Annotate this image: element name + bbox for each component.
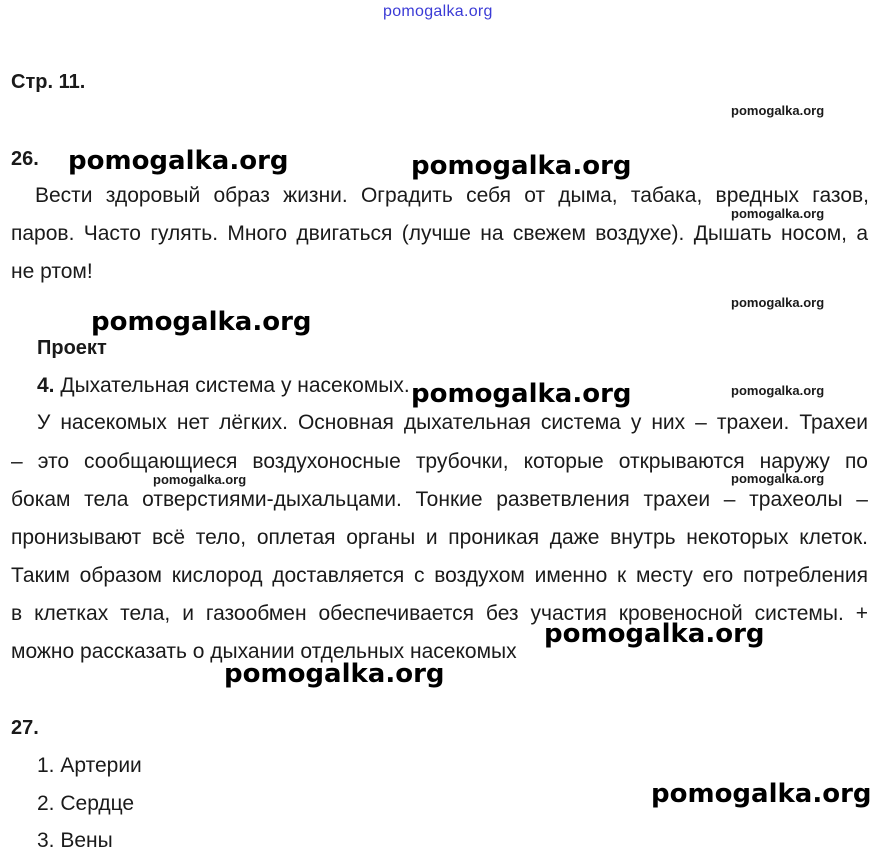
project-line-3: бокам тела отверстиями-дыхальцами. Тонкие разветвления трахеи – трахеолы – bbox=[11, 488, 868, 511]
watermark-small: pomogalka.org bbox=[731, 206, 825, 221]
project-line-1: У насекомых нет лёгких. Основная дыхательная система у них – трахеи. Трахеи bbox=[37, 411, 868, 434]
project-heading: Проект bbox=[37, 337, 107, 359]
watermark-small: pomogalka.org bbox=[731, 295, 825, 310]
page-title: Стр. 11. bbox=[11, 71, 86, 93]
list-item-heart: 2. Сердце bbox=[37, 792, 135, 815]
watermark-small: pomogalka.org bbox=[731, 383, 825, 398]
watermark-big: pomogalka.org bbox=[651, 779, 872, 809]
list-item-veins: 3. Вены bbox=[37, 829, 113, 852]
watermark-big: pomogalka.org bbox=[411, 151, 632, 181]
task26-line-2: паров. Часто гулять. Много двигаться (лучше на свежем воздухе). Дышать носом, а bbox=[11, 222, 868, 245]
project-line-7: можно рассказать о дыхании отдельных насекомых bbox=[11, 640, 517, 663]
project-line-6: в клетках тела, и газообмен обеспечивается без участия кровеносной системы. + bbox=[11, 602, 868, 625]
project-line-4: пронизывают всё тело, оплетая органы и проникая даже внутрь некоторых клеток. bbox=[11, 526, 868, 549]
watermark-big: pomogalka.org bbox=[68, 146, 289, 176]
task26-line-3: не ртом! bbox=[11, 260, 93, 283]
project-item-number: 4. bbox=[37, 374, 55, 397]
site-link[interactable]: pomogalka.org bbox=[383, 3, 493, 20]
task-number-26: 26. bbox=[11, 148, 39, 170]
watermark-small: pomogalka.org bbox=[731, 103, 825, 118]
watermark-big: pomogalka.org bbox=[91, 307, 312, 337]
project-line-5: Таким образом кислород доставляется с воздухом именно к месту его потребления bbox=[11, 564, 868, 587]
task26-line-1: Вести здоровый образ жизни. Оградить себя от дыма, табака, вредных газов, bbox=[35, 184, 869, 207]
list-item-arteries: 1. Артерии bbox=[37, 754, 142, 777]
watermark-big: pomogalka.org bbox=[224, 659, 445, 689]
project-line-2: – это сообщающиеся воздухоносные трубочки, которые открываются наружу по bbox=[11, 450, 868, 473]
project-item-title bbox=[37, 367, 410, 404]
watermark-big: pomogalka.org bbox=[411, 379, 632, 409]
project-item-title-text: Дыхательная система у насекомых. bbox=[60, 374, 410, 397]
task-number-27: 27. bbox=[11, 717, 39, 739]
watermark-small: pomogalka.org bbox=[731, 471, 825, 486]
watermark-big: pomogalka.org bbox=[544, 619, 765, 649]
watermark-small: pomogalka.org bbox=[153, 472, 247, 487]
